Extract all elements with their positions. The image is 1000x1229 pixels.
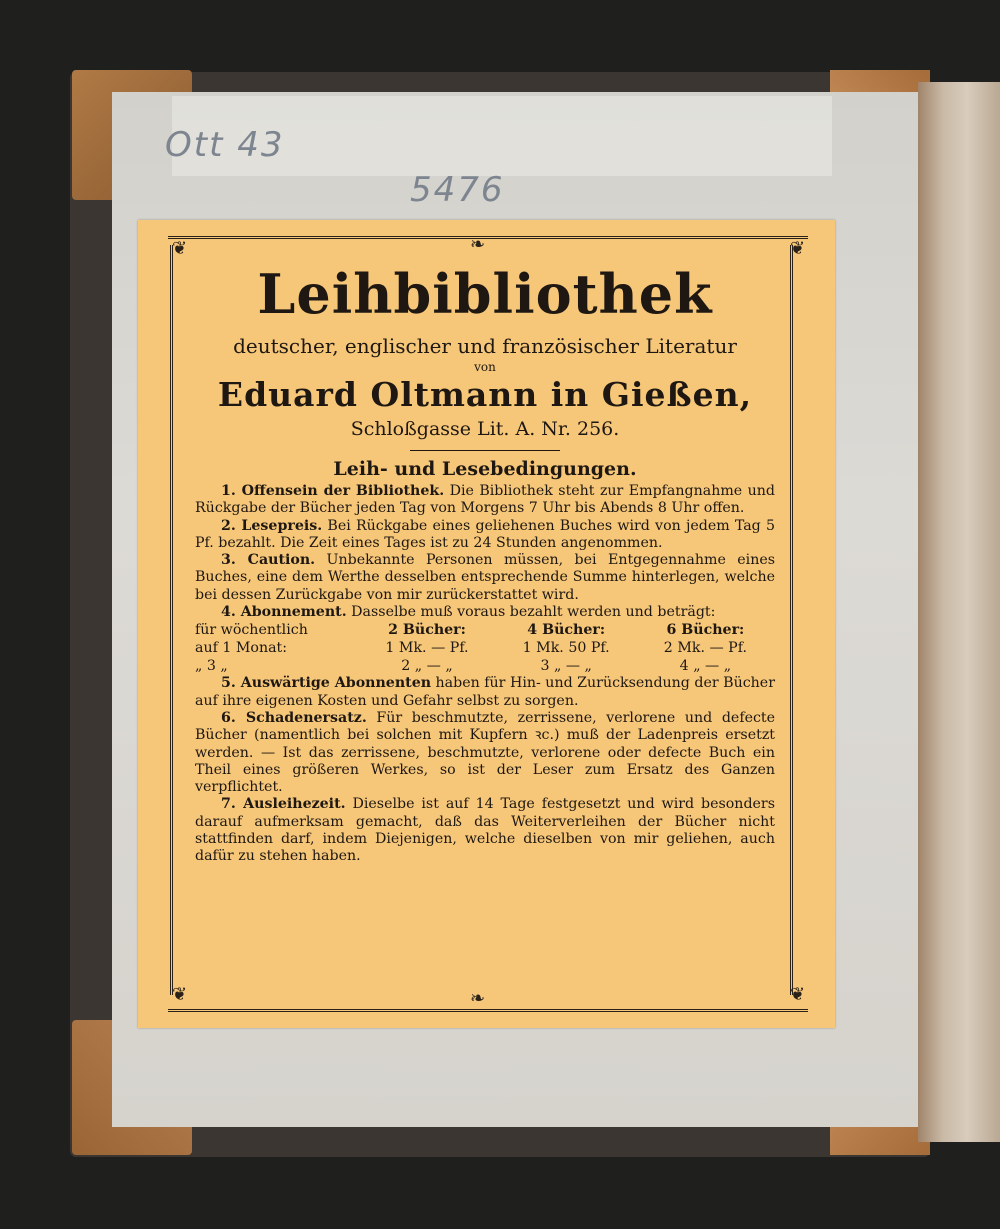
frame-left-border [170,245,187,995]
condition-7-head: 7. Ausleihezeit. [221,796,346,813]
divider [410,450,560,451]
condition-3 [195,552,775,604]
bottom-ornament-icon: ❧ [470,988,486,1009]
table-row [195,639,775,657]
label-address: Schloßgasse Lit. A. Nr. 256. [350,418,620,440]
label-content [195,262,775,866]
table-row [195,621,775,639]
corner-ornament-icon: ❦ [790,984,806,1005]
condition-4-head: 4. Abonnement. [221,604,347,621]
top-ornament-icon: ❧ [470,234,486,255]
label-von: von [474,360,496,374]
condition-1-text: Die Bibliothek steht zur Empfangnahme und Rückgabe der Bücher jeden Tag von Morgens 7 Uhr bis Abends 8 Uhr offen. [195,483,775,517]
pencil-shelfmark: Ott 43 [165,125,285,165]
condition-1-head: 1. Offensein der Bibliothek. [221,483,445,499]
condition-5-head: 5. Auswärtige Abonnenten [221,675,432,692]
table-header: 4 Bücher: [527,622,606,639]
condition-4-text: Dasselbe muß voraus bezahlt werden und beträgt: [351,604,716,621]
condition-4 [195,604,775,621]
condition-3-text: Unbekannte Personen müssen, bei Entgegennahme eines Buches, eine dem Werthe desselben entsprechende Summe hinterlegen, welche bei dessen Zurückgabe von mir zurückerstattet wird. [195,552,776,603]
section-title: Leih- und Lesebedingungen. [333,458,637,480]
condition-6 [195,710,775,796]
table-cell: auf 1 Monat: [195,640,288,657]
label-owner: Eduard Oltmann in Gießen, [217,375,753,414]
corner-ornament-icon: ❦ [790,238,806,259]
condition-5-text: haben für Hin- und Zurücksendung der Bücher auf ihre eigenen Kosten und Gefahr selbst zu sorgen. [195,675,775,709]
condition-1 [195,483,775,518]
page-block-edge [918,82,1000,1142]
table-cell: „ 3 „ [195,658,228,675]
conditions-text [195,483,775,866]
table-cell: 1 Mk. — Pf. [385,640,469,657]
table-row [195,657,775,675]
pencil-number: 5476 [410,170,505,210]
label-subtitle: deutscher, englischer und französischer Literatur [233,334,737,358]
label-title: Leihbibliothek [257,262,713,326]
condition-5 [195,675,775,710]
frame-right-border [790,245,807,995]
condition-3-head: 3. Caution. [221,552,316,569]
table-cell: 1 Mk. 50 Pf. [522,640,610,657]
condition-6-head: 6. Schadenersatz. [221,709,367,726]
condition-7-text: Dieselbe ist auf 14 Tage festgesetzt und wird besonders darauf aufmerksam gemacht, daß das Weiterverleihen der Bücher nicht stattfinden darf, indem Diejenigen, welche dieselben von mir geliehen, auch dafür zu stehen haben. [195,796,775,865]
table-cell: 4 „ — „ [679,658,732,675]
condition-2-head: 2. Lesepreis. [221,517,323,534]
condition-2 [195,518,775,553]
condition-7 [195,796,775,865]
condition-6-text: Für beschmutzte, zerrissene, verlorene und defecte Bücher (namentlich bei solchen mit Kupfern ꝛc.) muß der Ladenpreis ersetzt werden. — Ist das zerrissene, beschmutzte, verlorene oder defecte Buch ein Theil eines größeren Werkes, so ist der Leser zum Ersatz des Ganzen verpflichtet. [195,709,776,796]
table-cell: 2 Mk. — Pf. [663,640,747,657]
table-cell: 3 „ — „ [540,658,592,675]
table-header: 2 Bücher: [388,622,466,639]
corner-ornament-icon: ❦ [172,984,188,1005]
table-cell: 2 „ — „ [401,658,453,675]
table-cell: für wöchentlich [195,622,308,639]
subscription-table [195,621,775,675]
table-header: 6 Bücher: [666,622,745,639]
condition-2-text: Bei Rückgabe eines geliehenen Buches wird von jedem Tag 5 Pf. bezahlt. Die Zeit eines Tages ist zu 24 Stunden angenommen. [195,517,775,551]
corner-ornament-icon: ❦ [172,238,188,259]
